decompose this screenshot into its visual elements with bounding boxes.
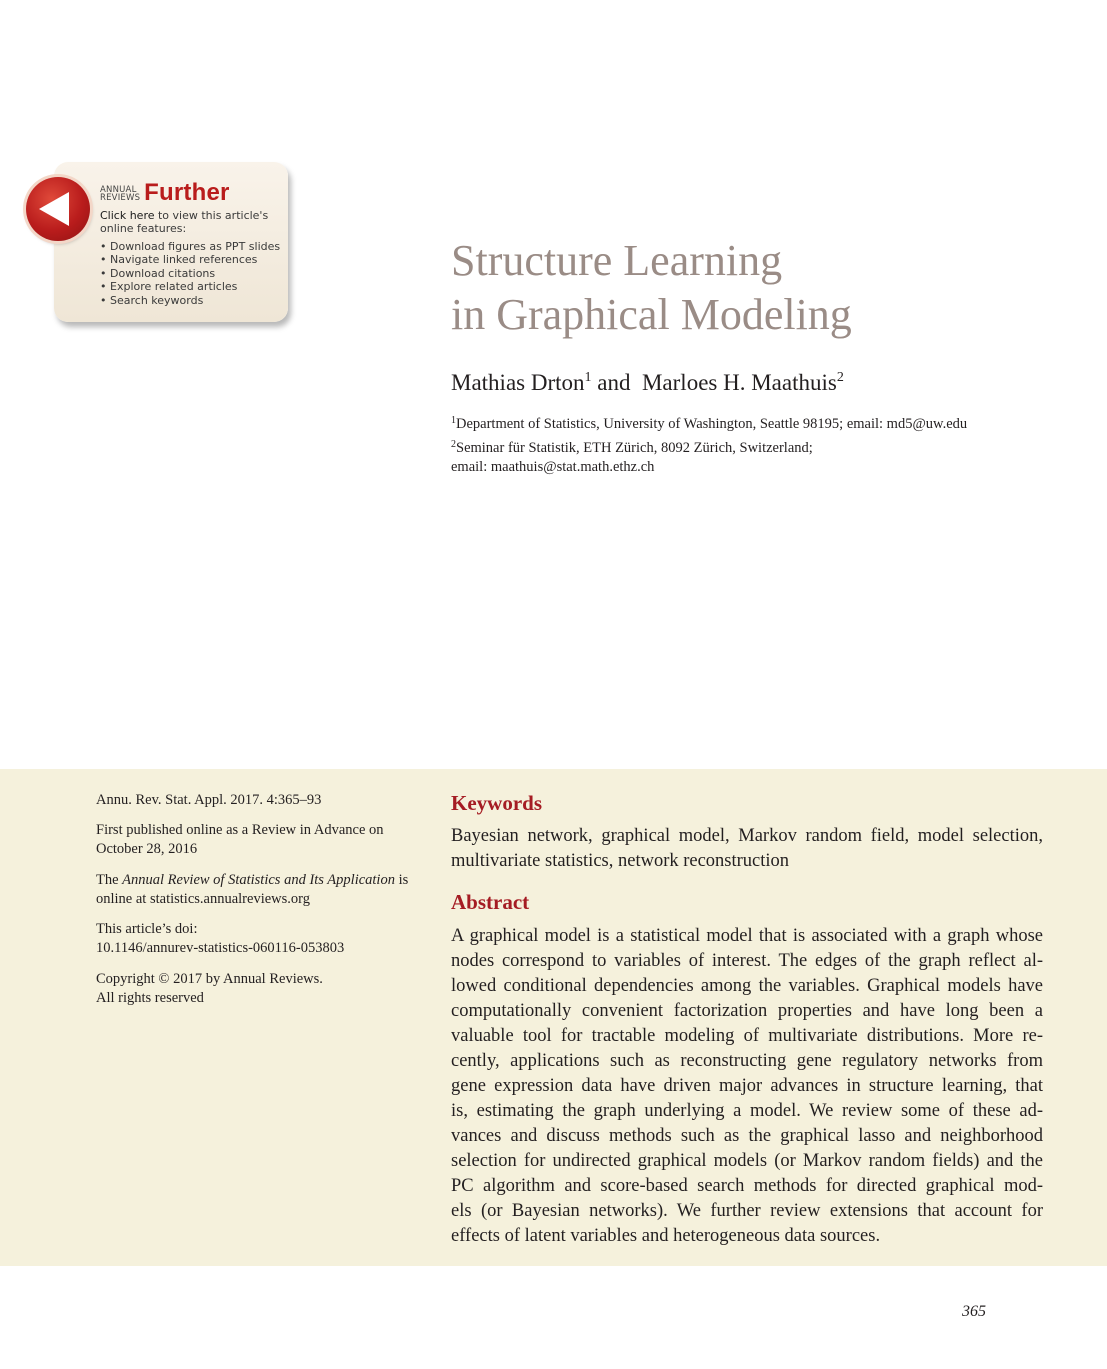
feature-item[interactable]: • Search keywords <box>100 294 285 307</box>
affiliation-1: $^1$Department of Statistics, University of Washington, Seattle 98195; email: md5@uw.edu <box>451 415 968 432</box>
annual-reviews-further-logo <box>100 180 285 204</box>
abstract-line: gene expression data have driven major advances in structure learning, that <box>451 1076 1043 1096</box>
author-name: Marloes H. Maathuis <box>641 370 837 395</box>
feature-item[interactable]: • Download citations <box>100 267 285 280</box>
abstract-line: nodes correspond to variables of interest. The edges of the graph reflect al- <box>451 951 1043 971</box>
brand-small-text: ANNUAL REVIEWS <box>100 185 141 203</box>
doi-link[interactable]: 10.1146/annurev-statistics-060116-053803 <box>96 940 345 956</box>
abstract-heading: Abstract <box>451 890 530 914</box>
brand-name: Further <box>144 179 230 206</box>
further-content <box>100 180 285 307</box>
abstract-line: lowed conditional dependencies among the variables. Graphical models have <box>451 976 1043 996</box>
abstract-line: PC algorithm and score-based search methods for directed graphical mod- <box>451 1176 1043 1196</box>
abstract-line: effects of latent variables and heterogeneous data sources. <box>451 1226 881 1246</box>
abstract-line: computationally convenient factorization properties and have long been a <box>451 1001 1043 1021</box>
page-number: 365 <box>962 1303 986 1320</box>
feature-item[interactable]: • Download figures as PPT slides <box>100 240 285 253</box>
abstract-line: vances and discuss methods such as the graphical lasso and neighborhood <box>451 1126 1043 1146</box>
abstract-line: valuable tool for tractable modeling of multivariate distributions. More re- <box>451 1026 1043 1046</box>
keywords-heading: Keywords <box>451 791 542 815</box>
affiliation-2: $^2$Seminar für Statistik, ETH Zürich, 8092 Zürich, Switzerland; email: maathuis@stat.math.ethz.ch <box>451 439 813 475</box>
keywords-text: Bayesian network, graphical model, Markov random field, model selection, multivariate statistics, network reconstruction <box>451 826 1043 871</box>
features-list <box>100 240 285 307</box>
article-title: Structure Learning in Graphical Modeling <box>451 236 852 339</box>
doi-info: This article’s doi: 10.1146/annurev-statistics-060116-053803 <box>96 921 345 956</box>
published-info: First published online as a Review in Advance on October 28, 2016 <box>96 822 384 857</box>
abstract-line: is, estimating the graph underlying a model. We review some of these ad- <box>451 1101 1043 1121</box>
click-here-text: Click here to view this article's online features: <box>100 209 269 235</box>
back-arrow-icon[interactable] <box>26 177 90 241</box>
copyright-info: Copyright © 2017 by Annual Reviews. All rights reserved <box>96 971 323 1006</box>
author-name: Mathias Drton <box>451 370 585 395</box>
abstract-line: A graphical model is a statistical model that is associated with a graph whose <box>451 926 1043 946</box>
abstract-line: cently, applications such as reconstructing gene regulatory networks from <box>451 1051 1043 1071</box>
authors: Mathias Drton$^1$ and Marloes H. Maathuis$^2$ <box>451 370 844 395</box>
journal-info: The Annual Review of Statistics and Its Application is online at statistics.annualreviews.org <box>96 872 409 907</box>
feature-item[interactable]: • Navigate linked references <box>100 253 285 266</box>
citation: Annu. Rev. Stat. Appl. 2017. 4:365–93 <box>96 792 322 808</box>
abstract-line: els (or Bayesian networks). We further review extensions that account for <box>451 1201 1043 1221</box>
abstract-line: selection for undirected graphical models (or Markov random fields) and the <box>451 1151 1043 1171</box>
click-here-link[interactable]: Click here <box>100 209 155 222</box>
feature-item[interactable]: • Explore related articles <box>100 280 285 293</box>
